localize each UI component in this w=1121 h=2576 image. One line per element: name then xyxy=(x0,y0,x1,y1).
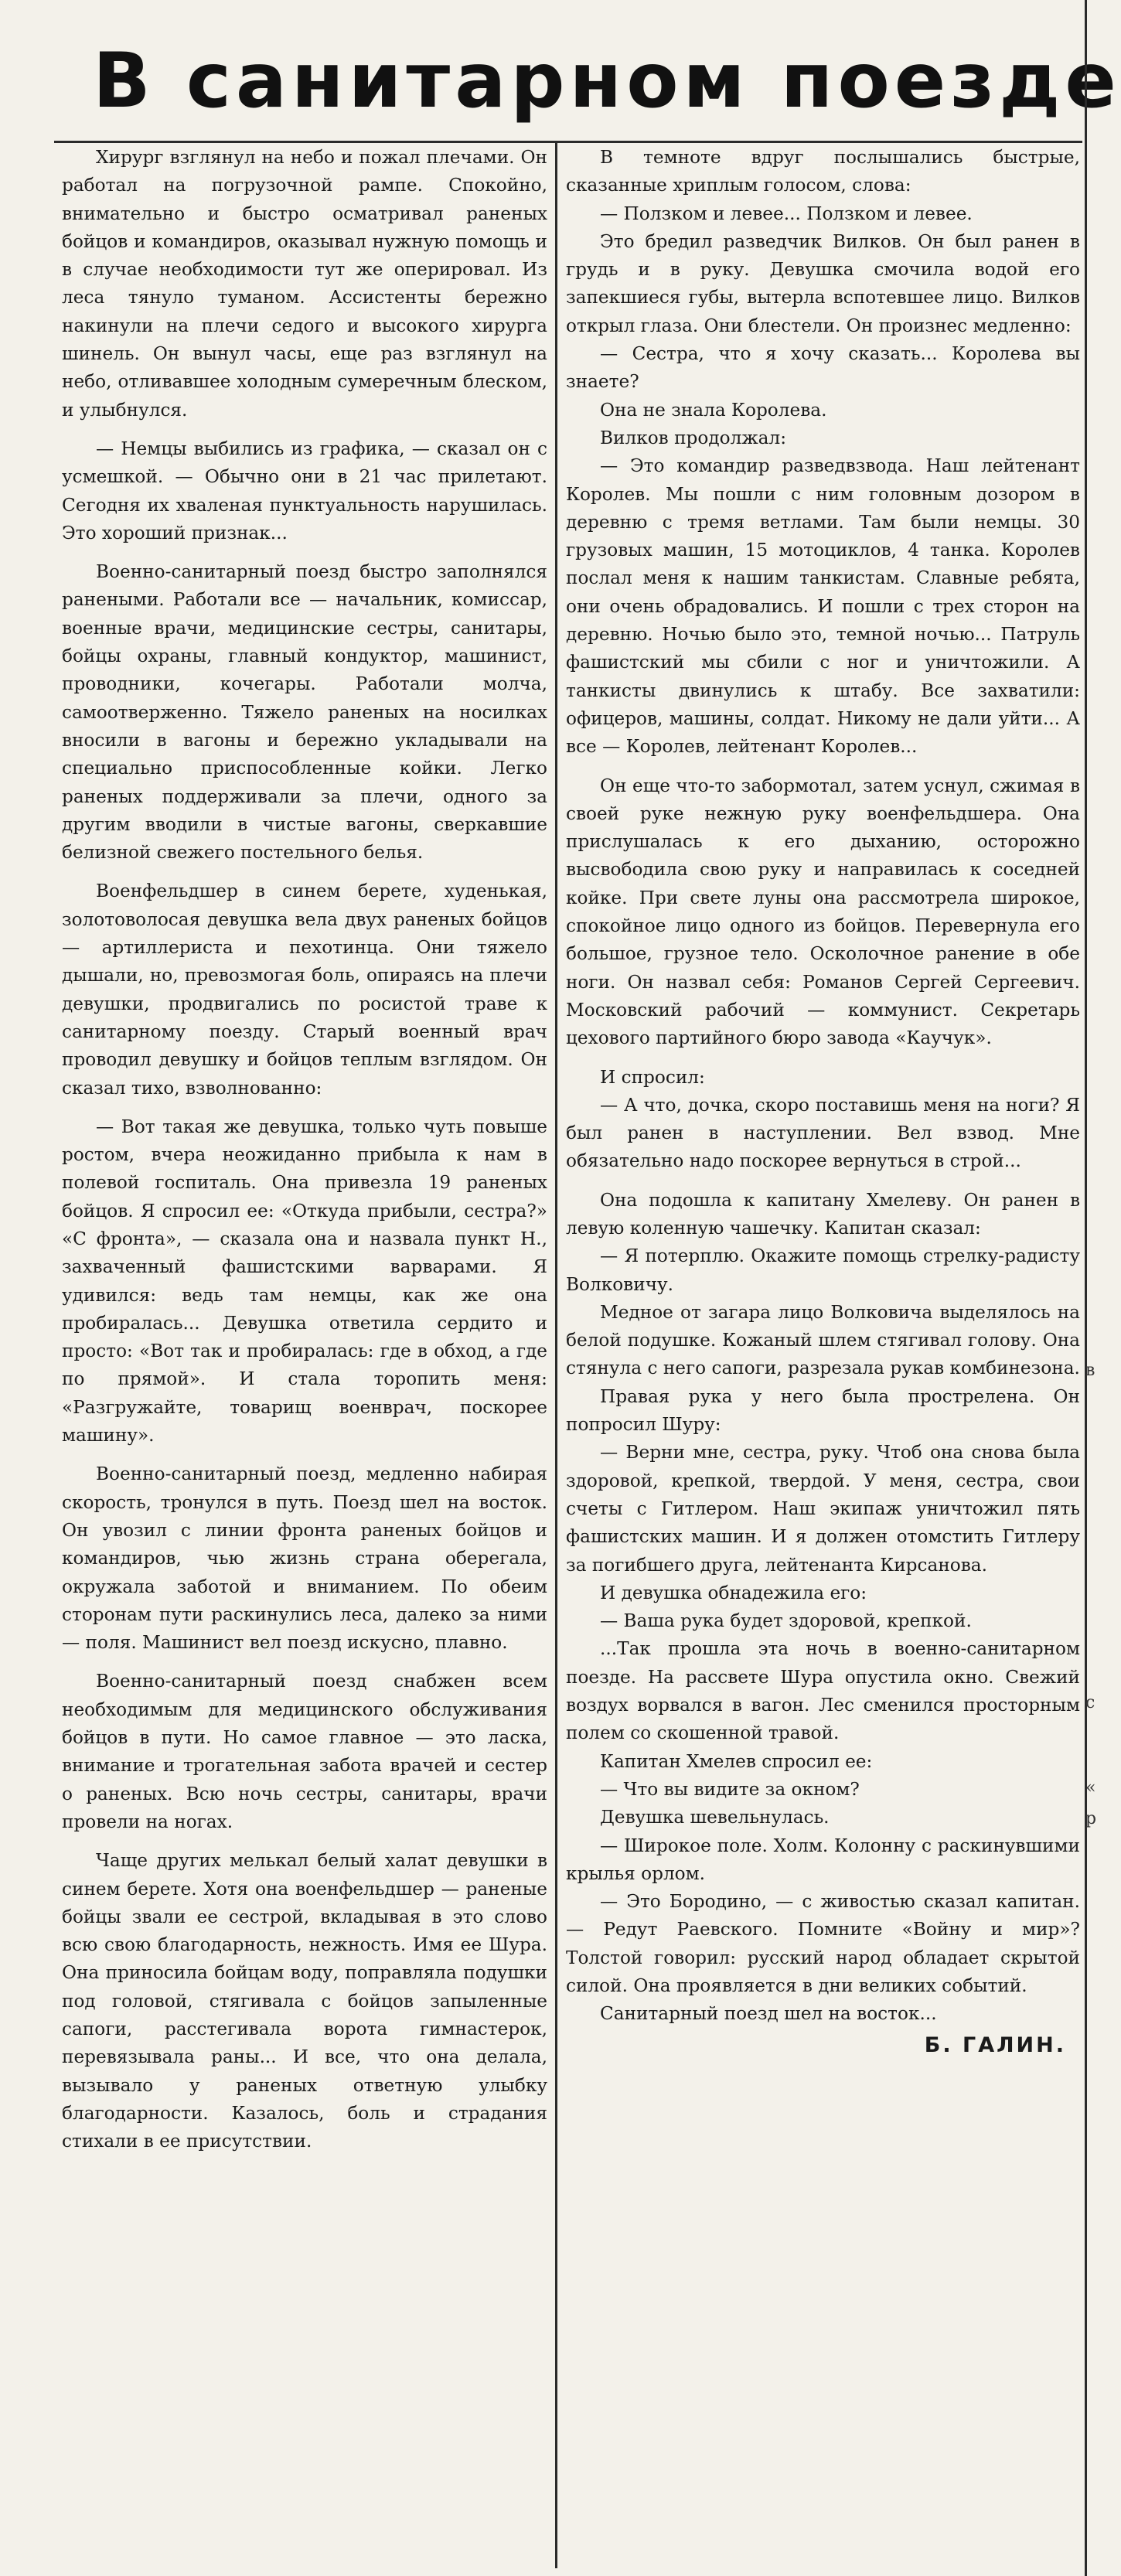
paragraph: И девушка обнадежила его: xyxy=(600,1582,867,1603)
paragraph: Военно-санитарный поезд снабжен всем необходимым для медицинского обслуживания бойцов в пути. Но самое главное — это ласка, внимание и трогательная забота врачей и сестер о раненых. Всю ночь сестры, санитары, врачи провели на ногах. xyxy=(62,1671,547,1832)
paragraph: Чаще других мелькал белый халат девушки в синем берете. Хотя она военфельдшер — раненые бойцы звали ее сестрой, вкладывая в это слово всю свою благодарность, нежность. Имя ее Шура. Она приносила бойцам воду, поправляла подушки под головой, стягивала с бойцов запыленные сапоги, расстегивала ворота гимнастерок, перевязывала раны... И все, что она делала, вызывало у раненых ответную улыбку благодарности. Казалось, боль и страдания стихали в ее присутствии. xyxy=(62,1850,547,2152)
paragraph: Военно-санитарный поезд быстро заполнялся ранеными. Работали все — начальник, комиссар, военные врачи, медицинские сестры, санитары, бойцы охраны, главный кондуктор, машинист, проводники, кочегары. Работали молча, самоотверженно. Тяжело раненых на носилках вносили в вагоны и бережно укладывали на специально приспособленные койки. Легко раненых поддерживали за плечи, одного за другим вводили в чистые вагоны, сверкавшие белизной свежего постельного белья. xyxy=(62,561,547,864)
paragraph: — Широкое поле. Холм. Колонну с раскинувшими крылья орлом. xyxy=(566,1835,1080,1884)
paragraph: Медное от загара лицо Волковича выделялось на белой подушке. Кожаный шлем стягивал голову. Она стянула с него сапоги, разрезала рукав комбинезона. xyxy=(566,1301,1080,1379)
paragraph: — Я потерплю. Окажите помощь стрелку-радисту Волковичу. xyxy=(566,1245,1080,1295)
edge-fragment: р xyxy=(1085,1809,1097,1828)
paragraph: — Ползком и левее... Ползком и левее. xyxy=(600,203,973,224)
paragraph: — Это Бородино, — с живостью сказал капитан. — Редут Раевского. Помните «Войну и мир»? Толстой говорил: русский народ обладает скрытой силой. Она проявляется в дни великих событий. xyxy=(566,1891,1080,1996)
paragraph: — Это командир разведвзвода. Наш лейтенант Королев. Мы пошли с ним головным дозором в деревню с тремя ветлами. Там были немцы. 30 грузовых машин, 15 мотоциклов, 4 танка. Королев послал меня к нашим танкистам. Славные ребята, они очень обрадовались. И пошли с трех сторон на деревню. Ночью было это, темной ночью... Патруль фашистский мы сбили с ног и уничтожили. А танкисты двинулись к штабу. Все захватили: офицеров, машины, солдат. Никому не дали уйти... А все — Королев, лейтенант Королев... xyxy=(566,455,1080,758)
paragraph: Вилков продолжал: xyxy=(600,427,787,448)
paragraph: И спросил: xyxy=(600,1066,705,1088)
column-divider xyxy=(555,141,557,2568)
paragraph: — Верни мне, сестра, руку. Чтоб она снова была здоровой, крепкой, твердой. У меня, сестра, свои счеты с Гитлером. Наш экипаж уничтожил пять фашистских машин. И я должен отомстить Гитлеру за погибшего друга, лейтенанта Кирсанова. xyxy=(566,1442,1080,1576)
paragraph: — А что, дочка, скоро поставишь меня на ноги? Я был ранен в наступлении. Вел взвод. Мне обязательно надо поскорее вернуться в строй... xyxy=(566,1094,1080,1172)
article-title: В санитарном поезде xyxy=(93,37,1121,125)
paragraph: Военфельдшер в синем берете, худенькая, золотоволосая девушка вела двух раненых бойцов — артиллериста и пехотинца. Они тяжело дышали, но, превозмогая боль, опираясь на плечи девушки, продвигались по росистой траве к санитарному поезду. Старый военный врач проводил девушку и бойцов теплым взглядом. Он сказал тихо, взволнованно: xyxy=(62,881,547,1099)
headline-rule xyxy=(54,141,1082,143)
left-column xyxy=(62,144,547,2155)
edge-fragment: « xyxy=(1085,1778,1096,1797)
edge-fragment: в xyxy=(1085,1361,1095,1380)
paragraph: — Ваша рука будет здоровой, крепкой. xyxy=(600,1610,972,1632)
paragraph: Она не знала Королева. xyxy=(600,399,827,421)
paragraph: Хирург взглянул на небо и пожал плечами. Он работал на погрузочной рампе. Спокойно, внимательно и быстро осматривал раненых бойцов и командиров, оказывал нужную помощь и в случае необходимости тут же оперировал. Из леса тянуло туманом. Ассистенты бережно накинули на плечи седого и высокого хирурга шинель. Он вынул часы, еще раз взглянул на небо, отливавшее холодным сумеречным блеском, и улыбнулся. xyxy=(62,147,547,421)
right-column xyxy=(566,144,1080,2061)
paragraph: Она подошла к капитану Хмелеву. Он ранен в левую коленную чашечку. Капитан сказал: xyxy=(566,1189,1080,1239)
page-edge-rule xyxy=(1085,0,1087,2576)
author-signature: Б. ГАЛИН. xyxy=(924,2033,1066,2057)
paragraph: — Сестра, что я хочу сказать... Королева вы знаете? xyxy=(566,343,1080,393)
paragraph: — Немцы выбились из графика, — сказал он с усмешкой. — Обычно они в 21 час прилетают. Сегодня их хваленая пунктуальность нарушилась. Это хороший признак... xyxy=(62,438,547,543)
paragraph: ...Так прошла эта ночь в военно-санитарном поезде. На рассвете Шура опустила окно. Свежий воздух ворвался в вагон. Лес сменился просторным полем со скошенной травой. xyxy=(566,1638,1080,1744)
paragraph: Правая рука у него была прострелена. Он попросил Шуру: xyxy=(566,1385,1080,1436)
paragraph: Санитарный поезд шел на восток... xyxy=(600,2003,937,2025)
edge-fragment: с xyxy=(1085,1693,1095,1712)
paragraph: В темноте вдруг послышались быстрые, сказанные хриплым голосом, слова: xyxy=(566,147,1080,196)
paragraph: — Вот такая же девушка, только чуть повыше ростом, вчера неожиданно прибыла к нам в полевой госпиталь. Она привезла 19 раненых бойцов. Я спросил ее: «Откуда прибыли, сестра?» «С фронта», — сказала она и назвала пункт Н., захваченный фашистскими варварами. Я удивился: ведь там немцы, как же она пробиралась... Девушка ответила сердито и просто: «Вот так и пробиралась: где в обход, а где по прямой». И стала торопить меня: «Разгружайте, товарищ военврач, поскорее машину». xyxy=(62,1116,547,1446)
paragraph: Он еще что-то забормотал, затем уснул, сжимая в своей руке нежную руку военфельдшера. Она прислушалась к его дыханию, осторожно высвободила свою руку и направилась к соседней койке. При свете луны она рассмотрела широкое, спокойное лицо одного из бойцов. Перевернула его большое, грузное тело. Осколочное ранение в обе ноги. Он назвал себя: Романов Сергей Сергеевич. Московский рабочий — коммунист. Секретарь цехового партийного бюро завода «Каучук». xyxy=(566,775,1080,1049)
paragraph: Капитан Хмелев спросил ее: xyxy=(600,1750,873,1772)
paragraph: Девушка шевельнулась. xyxy=(600,1807,830,1828)
paragraph: Военно-санитарный поезд, медленно набирая скорость, тронулся в путь. Поезд шел на восток. Он увозил с линии фронта раненых бойцов и командиров, чью жизнь страна оберегала, окружала заботой и вниманием. По обеим сторонам пути раскинулись леса, далеко за ними — поля. Машинист вел поезд искусно, плавно. xyxy=(62,1463,547,1654)
paragraph: Это бредил разведчик Вилков. Он был ранен в грудь и в руку. Девушка смочила водой его запекшиеся губы, вытерла вспотевшее лицо. Вилков открыл глаза. Они блестели. Он произнес медленно: xyxy=(566,230,1080,336)
paragraph: — Что вы видите за окном? xyxy=(600,1778,860,1800)
